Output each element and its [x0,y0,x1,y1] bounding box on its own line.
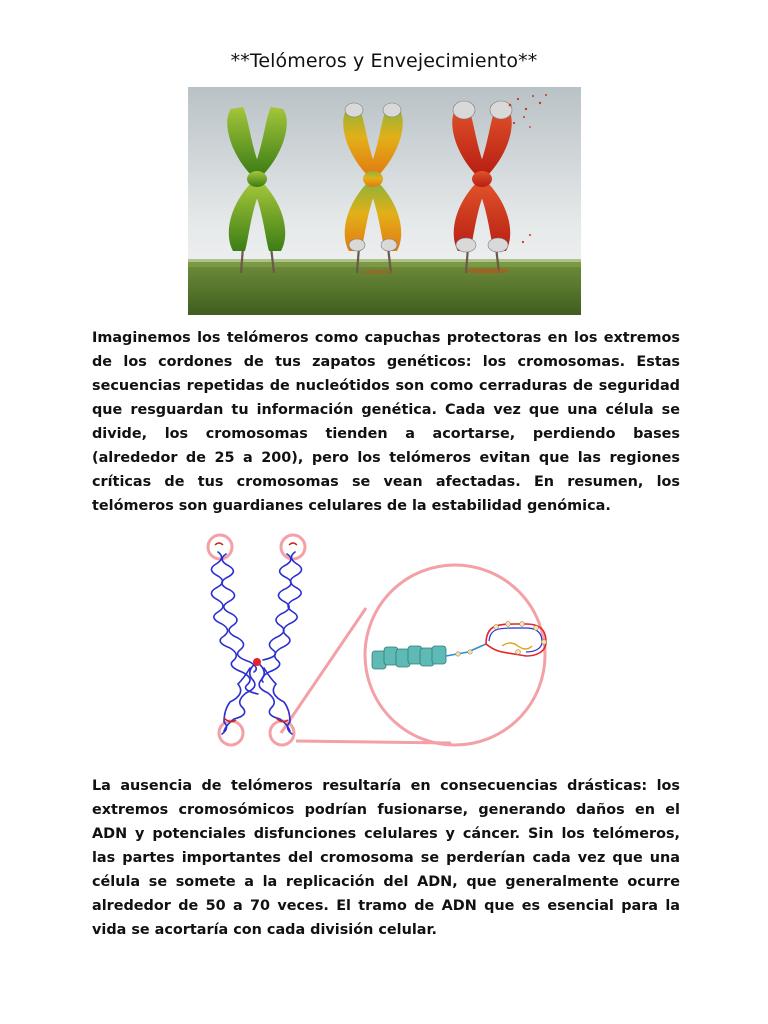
telomere-zoom-detail [372,622,546,669]
chromosome-telomere-diagram [196,528,566,756]
paragraph-telomere-explanation: Imaginemos los telómeros como capuchas protectoras en los extremos de los cordones de tus zapatos genéticos: los cromosomas. Estas secuencias repetidas de nucleótidos son como cerraduras de seguridad que resguardan tu información genética. Cada vez que una célula se divide, los cromosomas tienden a acortarse, perdiendo bases (alrededor de 25 a 200), pero los telómeros evitan que las regiones críticas de tus cromosomas se vean afectadas. En resumen, los telómeros son guardianes celulares de la estabilidad genómica. [92,330,680,514]
chromosome-trees-illustration [188,87,581,315]
page-title: **Telómeros y Envejecimiento** [230,50,538,72]
paragraph-telomere-consequences: La ausencia de telómeros resultaría en consecuencias drásticas: los extremos cromosómicos podrían fusionarse, generando daños en el ADN y potenciales disfunciones celulares y cáncer. Sin los telómeros, las partes importantes del cromosoma se perderían cada vez que una célula se somete a la replicación del ADN, que generalmente ocurre alrededor de 50 a 70 veces. El tramo de ADN que es esencial para la vida se acortaría con cada división celular. [92,778,680,938]
